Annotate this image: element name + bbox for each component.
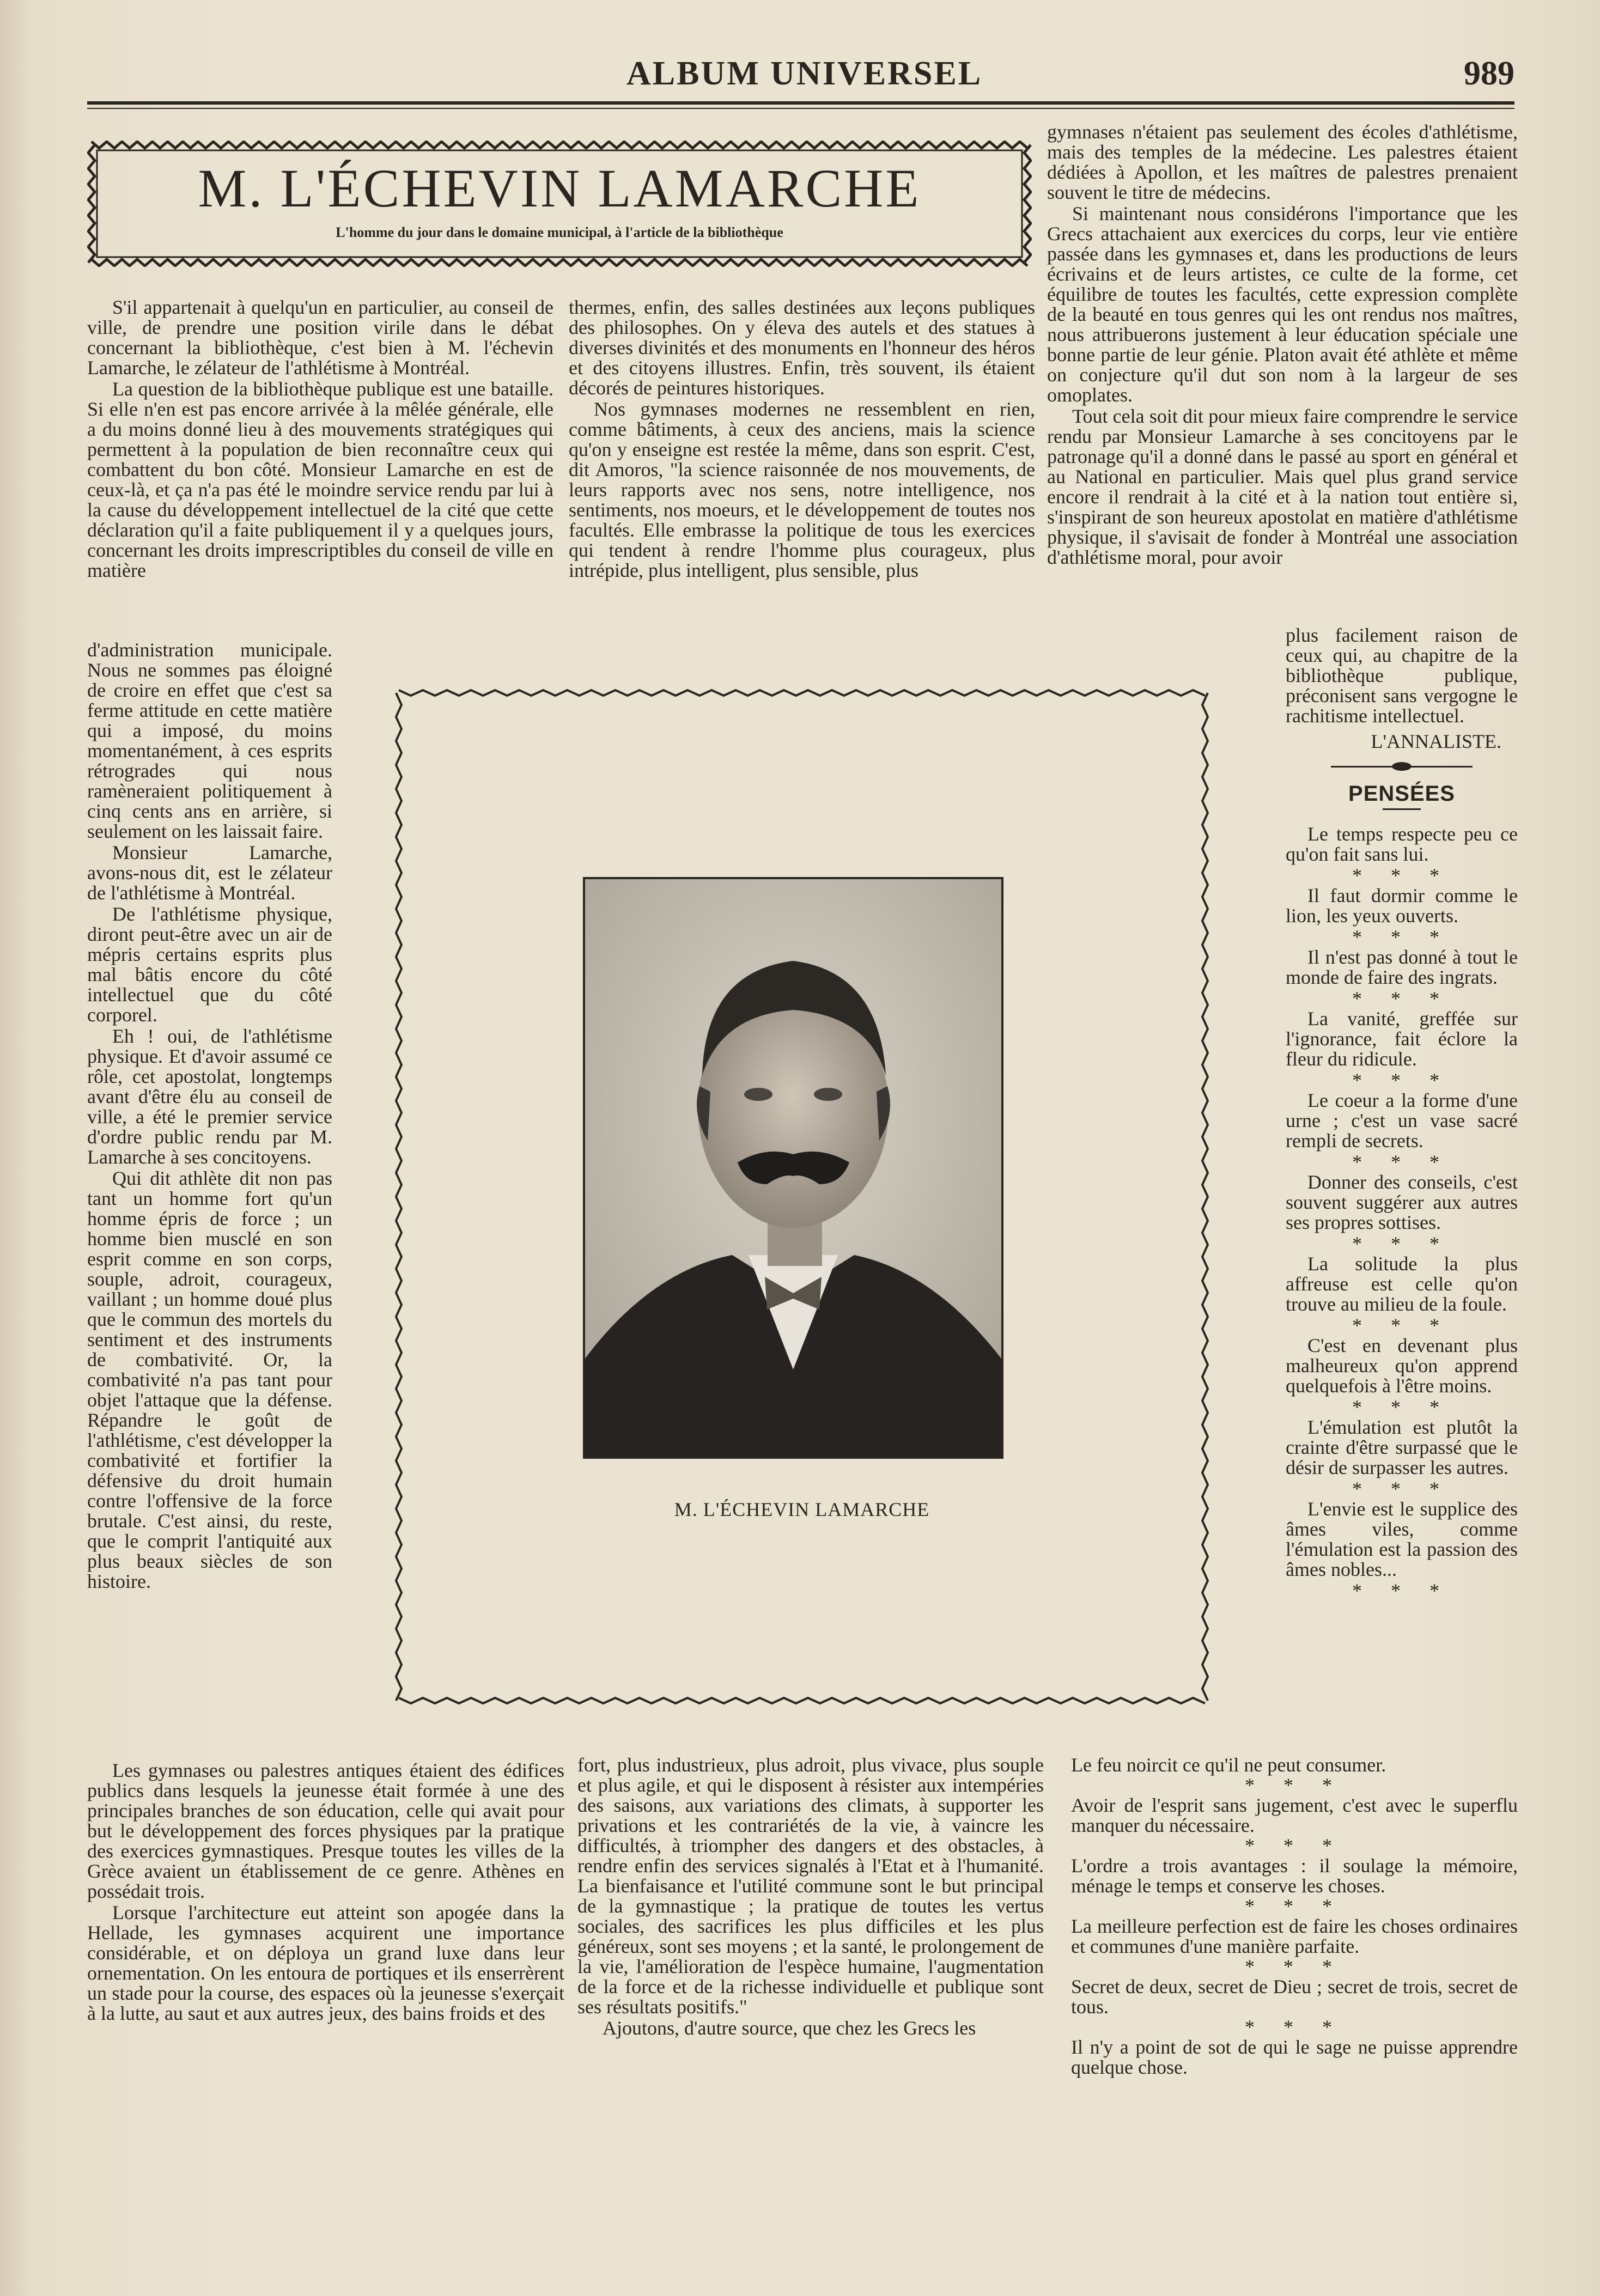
article-bottom-column-2 bbox=[577, 1755, 1044, 2039]
article-column-2 bbox=[569, 297, 1035, 582]
maxim: Le feu noircit ce qu'il ne peut consumer. bbox=[1071, 1754, 1386, 1776]
star-separator: * * * bbox=[1245, 1835, 1344, 1856]
article-subtitle: L'homme du jour dans le domaine municipal, à l'article de la bibliothèque bbox=[336, 224, 783, 240]
paragraph: Eh ! oui, de l'athlétisme physique. Et d'avoir assumé ce rôle, cet apostolat, longtemps avant d'être élu au conseil de ville, a été le premier service d'ordre public rendu par M. Lamarche à ses concitoyens. bbox=[87, 1025, 332, 1168]
section-divider bbox=[1331, 766, 1473, 768]
maxim: Il n'y a point de sot de qui le sage ne puisse apprendre quelque chose. bbox=[1071, 2036, 1518, 2078]
maxim: La meilleure perfection est de faire les choses ordinaires et communes d'une manière parfaite. bbox=[1071, 1915, 1518, 1957]
star-separator: * * * bbox=[1352, 1151, 1451, 1173]
maxim: L'ordre a trois avantages : il soulage la mémoire, ménage le temps et conserve les choses. bbox=[1071, 1855, 1518, 1897]
star-separator: * * * bbox=[1352, 1396, 1451, 1418]
publication-title: ALBUM UNIVERSEL bbox=[626, 55, 983, 92]
pensees-underline bbox=[1383, 808, 1421, 810]
portrait-photo bbox=[583, 877, 1003, 1459]
paragraph: Si maintenant nous considérons l'importance que les Grecs attachaient aux exercices du corps, leur vie entière passée dans les gymnases et, dans les productions de leurs écrivains et de leurs artistes, ce culte de la forme, cet équilibre de toutes les facultés, cette expression complète de la beauté en tous genres qui les ont rendus nos maîtres, nous attribuerons justement à leur éducation spéciale une bonne partie de leur génie. Platon avait été athlète et même on conjecture qu'il dut son nom à la largeur de ses omoplates. bbox=[1047, 203, 1518, 406]
paragraph: fort, plus industrieux, plus adroit, plus vivace, plus souple et plus agile, et qui le disposent à résister aux intempéries des saisons, aux variations des climats, à supporter les privations et les contrariétés de la vie, à vaincre les difficultés, à triompher des dangers et des obstacles, à rendre enfin des services signalés à l'Etat et à l'humanité. La bienfaisance et l'utilité commune sont le but principal de la gymnastique ; la pratique de toutes les vertus sociales, des sacrifices les plus difficiles et les plus généreux, sont ses moyens ; et la santé, le prolongement de la vie, l'amélioration de l'espèce humaine, l'augmentation de la force et de la richesse individuelle et publique sont ses résultats positifs." bbox=[577, 1754, 1044, 2018]
maxim: La vanité, greffée sur l'ignorance, fait éclore la fleur du ridicule. bbox=[1286, 1008, 1518, 1070]
star-separator: * * * bbox=[1352, 988, 1451, 1009]
paragraph: Monsieur Lamarche, avons-nous dit, est le zélateur de l'athlétisme à Montréal. bbox=[87, 842, 332, 904]
star-separator: * * * bbox=[1245, 2016, 1344, 2038]
paragraph: Les gymnases ou palestres antiques étaient des édifices publics dans lesquels la jeunesse était formée à une des principales branches de son éducation, celle qui avait pour but le développement des forces physiques par la pratique des exercices gymnastiques. Presque toutes les villes de la Grèce avaient un établissement de ce genre. Athènes en possédait trois. bbox=[87, 1759, 564, 1902]
maxim: La solitude la plus affreuse est celle qu'on trouve au milieu de la foule. bbox=[1286, 1253, 1518, 1315]
paragraph: thermes, enfin, des salles destinées aux leçons publiques des philosophes. On y éleva des autels et des statues à diverses divinités et des monuments en l'honneur des héros et des citoyens illustres. Enfin, très souvent, ils étaient décorés de peintures historiques. bbox=[569, 296, 1035, 399]
star-separator: * * * bbox=[1352, 1314, 1451, 1336]
paragraph: Qui dit athlète dit non pas tant un homme fort qu'un homme épris de force ; un homme bien musclé en son esprit comme en son corps, souple, adroit, courageux, vaillant ; un homme doué plus que le commun des mortels du sentiment et des instruments de combativité. Or, la combativité n'a pas tant pour objet l'attaque que la défense. Répandre le goût de l'athlétisme, c'est développer la combativité et fortifier la défensive du droit humain contre l'offensive de la force brutale. C'est ainsi, du reste, que le comprit l'antiquité aux plus beaux siècles de son histoire. bbox=[87, 1167, 332, 1592]
paragraph: plus facilement raison de ceux qui, au chapitre de la bibliothèque publique, préconisent sans vergogne le rachitisme intellectuel. bbox=[1286, 624, 1518, 727]
page-header bbox=[87, 54, 1514, 98]
maxim: Il n'est pas donné à tout le monde de faire des ingrats. bbox=[1286, 946, 1518, 988]
pensees-list bbox=[1286, 824, 1518, 1601]
paragraph: Ajoutons, d'autre source, que chez les Grecs les bbox=[603, 2017, 976, 2039]
article-bottom-column-1 bbox=[87, 1761, 564, 2025]
article-signature: L'ANNALISTE. bbox=[1371, 730, 1501, 752]
maxim: L'envie est le supplice des âmes viles, comme l'émulation est la passion des âmes nobles... bbox=[1286, 1498, 1518, 1580]
header-rule-thin bbox=[87, 108, 1514, 109]
maxim: Secret de deux, secret de Dieu ; secret de trois, secret de tous. bbox=[1071, 1976, 1518, 2018]
star-separator: * * * bbox=[1245, 1774, 1344, 1796]
paragraph: La question de la bibliothèque publique est une bataille. Si elle n'en est pas encore arrivée à la mêlée générale, elle a du moins donné lieu à des mouvements stratégiques qui permettent à la population de bien reconnaître ceux qui combattent du bon côté. Monsieur Lamarche en est de ceux-là, et ça n'a pas été le moindre service rendu par lui à la cause du développement intellectuel de la cité que cette déclaration qu'il a faite publiquement il y a quelques jours, concernant les droits imprescriptibles du conseil de ville en matière bbox=[87, 378, 553, 581]
star-separator: * * * bbox=[1245, 1895, 1344, 1917]
paragraph: De l'athlétisme physique, diront peut-être avec un air de mépris certains esprits plus mal bâtis encore du côté intellectuel que du côté corporel. bbox=[87, 903, 332, 1026]
star-separator: * * * bbox=[1245, 1956, 1344, 1977]
star-separator: * * * bbox=[1352, 926, 1451, 948]
maxim: C'est en devenant plus malheureux qu'on apprend quelquefois à l'être moins. bbox=[1286, 1335, 1518, 1397]
paragraph: Lorsque l'architecture eut atteint son apogée dans la Hellade, les gymnases acquirent une importance considérable, et on déploya un grand luxe dans leur ornementation. On les entoura de portiques et ils enserrèrent un stade pour la course, des espaces où la jeunesse s'exerçait à la lutte, au saut et aux autres jeux, des bains froids et des bbox=[87, 1902, 564, 2024]
paragraph: S'il appartenait à quelqu'un en particulier, au conseil de ville, de prendre une position virile dans le débat concernant la bibliothèque, c'est bien à M. l'échevin Lamarche, le zélateur de l'athlétisme à Montréal. bbox=[87, 296, 553, 379]
star-separator: * * * bbox=[1352, 1478, 1451, 1500]
article-narrow-column-right bbox=[1286, 625, 1518, 1601]
star-separator: * * * bbox=[1352, 1580, 1451, 1601]
paragraph: Nos gymnases modernes ne ressemblent en rien, comme bâtiments, à ceux des anciens, mais la science qu'on y enseigne est restée la même, dans son esprit. C'est, dit Amoros, "la science raisonnée de nos mouvements, de leurs rapports avec nos sens, notre intelligence, nos sentiments, nos moeurs, et le développement de toutes nos facultés. Elle embrasse la politique de tous les exercices qui tendent à rendre l'homme plus courageux, plus intrépide, plus intelligent, plus sensible, plus bbox=[569, 398, 1035, 581]
paragraph: Tout cela soit dit pour mieux faire comprendre le service rendu par Monsieur Lamarche à ses concitoyens par le patronage qu'il a donné dans le passé au sport en général et au National en particulier. Mais quel plus grand service encore il rendrait à la cité et à la nation tout entière si, s'inspirant de son heureux apostolat en matière d'athlétisme physique, il s'avisait de fonder à Montréal une association d'athlétisme moral, pour avoir bbox=[1047, 405, 1518, 568]
maxim: Il faut dormir comme le lion, les yeux ouverts. bbox=[1286, 885, 1518, 927]
article-narrow-column-left bbox=[87, 640, 332, 1593]
pensees-heading: PENSÉES bbox=[1348, 782, 1455, 806]
article-column-3 bbox=[1047, 122, 1518, 569]
paragraph: gymnases n'étaient pas seulement des écoles d'athlétisme, mais des temples de la médecine. Les palestres étaient dédiées à Apollon, et les maîtres de palestres prenaient souvent le titre de médecins. bbox=[1047, 121, 1518, 203]
star-separator: * * * bbox=[1352, 864, 1451, 886]
header-rule-thick bbox=[87, 101, 1514, 105]
portrait-caption: M. L'ÉCHEVIN LAMARCHE bbox=[674, 1499, 930, 1520]
maxim: Le coeur a la forme d'une urne ; c'est un vase sacré rempli de secrets. bbox=[1286, 1089, 1518, 1152]
star-separator: * * * bbox=[1352, 1069, 1451, 1091]
star-separator: * * * bbox=[1352, 1233, 1451, 1254]
paragraph: d'administration municipale. Nous ne sommes pas éloigné de croire en effet que c'est sa ferme attitude en cette matière qui a imposé, du moins momentanément, à ces esprits rétrogrades qui nous ramèneraient politiquement à cinq cents ans en arrière, si seulement on les laissait faire. bbox=[87, 639, 332, 842]
page-number: 989 bbox=[1464, 55, 1514, 92]
maxim: L'émulation est plutôt la crainte d'être surpassé que le désir de surpasser les autres. bbox=[1286, 1416, 1518, 1478]
article-column-1 bbox=[87, 297, 553, 582]
maxim: Le temps respecte peu ce qu'on fait sans lui. bbox=[1286, 823, 1518, 865]
portrait-figure bbox=[585, 879, 1001, 1457]
maxim: Avoir de l'esprit sans jugement, c'est avec le superflu manquer du nécessaire. bbox=[1071, 1794, 1518, 1836]
maxim: Donner des conseils, c'est souvent suggérer aux autres ses propres sottises. bbox=[1286, 1171, 1518, 1233]
article-title-box bbox=[87, 141, 1032, 267]
pensees-bottom-list bbox=[1071, 1755, 1518, 2078]
article-title: M. L'ÉCHEVIN LAMARCHE bbox=[198, 158, 921, 218]
